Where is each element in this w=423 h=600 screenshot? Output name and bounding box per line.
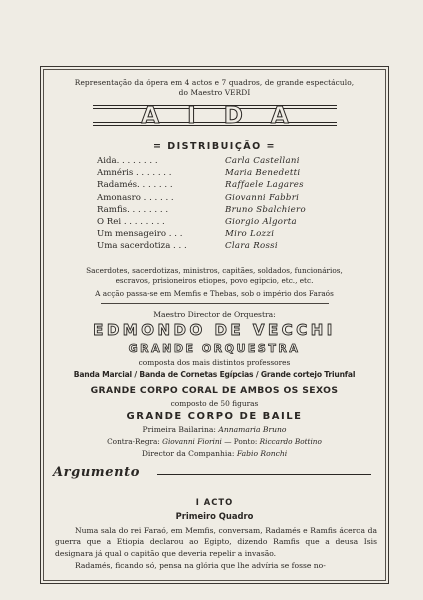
maestro-label: Maestro Director de Orquestra: [153, 310, 276, 319]
choir-heading: GRANDE CORPO CORAL DE AMBOS OS SEXOS [90, 385, 339, 396]
orchestra-note: composta dos mais distintos professores [138, 358, 291, 367]
cast-role: Ramfis. . . . . . . . [97, 204, 169, 215]
argument-heading: Argumento [53, 465, 141, 480]
chorus-line-1: Sacerdotes, sacerdotizas, ministros, capitães, soldados, funcionários, [86, 266, 343, 275]
cast-role: Radamés. . . . . . . [97, 180, 173, 191]
synopsis-paragraph-1: Numa sala do rei Faraó, em Memfis, conversam, Radamés e Ramfis ácerca da guerra que a Etiopia declarou ao Egipto, dizendo Ramfis que a deusa Isis designara já qual o capitão que deveria repelir a invasão. [55, 526, 377, 558]
synopsis-paragraph-2: Radamés, ficando só, pensa na glória que lhe advíria se fosse no- [75, 561, 326, 570]
cast-row [97, 240, 377, 252]
ballerina-label: Primeira Bailarina: [142, 425, 216, 434]
cast-singer: Clara Rossi [225, 241, 278, 252]
intro-line-2: do Maestro VERDI [178, 88, 251, 97]
cast-role: Um mensageiro . . . [97, 229, 183, 240]
cast-singer: Raffaele Lagares [225, 180, 304, 191]
cast-row [97, 192, 377, 204]
cast-singer: Bruno Sbalchiero [225, 204, 306, 215]
ballerina-line [41, 425, 388, 434]
cast-row [97, 155, 377, 167]
cast-singer: Carla Castellani [225, 156, 300, 166]
divider [101, 303, 329, 304]
choir-note: composto de 50 figuras [170, 399, 259, 408]
contra-name: Giovanni Fiorini [162, 437, 222, 446]
director-label: Director da Companhia: [141, 449, 235, 458]
cast-role: O Rei . . . . . . . . [97, 216, 165, 227]
cast-singer: Miro Lozzi [225, 229, 275, 240]
opera-title: AIDA [141, 103, 317, 129]
chorus-line-2: escravos, prisioneiros etiopes, povo egipcio, etc., etc. [115, 276, 314, 285]
intro-text [41, 78, 388, 98]
cast-role: Amonasro . . . . . . [97, 192, 174, 203]
opera-title-band [93, 103, 337, 129]
cast-role: Amnéris . . . . . . . [97, 168, 172, 179]
staff-line [41, 437, 388, 446]
conductor-name: EDMONDO DE VECCHI [93, 321, 336, 339]
contra-label: Contra-Regra: [107, 437, 160, 446]
distribution-heading: = DISTRIBUIÇÃO = [152, 141, 277, 152]
cast-row [97, 228, 377, 240]
cast-row [97, 216, 377, 228]
ponto-label: — Ponto: [224, 437, 258, 446]
bands-line: Banda Marcial / Banda de Cornetas Egípcias / Grande cortejo Triunfal [73, 370, 356, 379]
argument-header [53, 465, 383, 481]
chorus-text [41, 266, 388, 286]
cast-singer: Giorgio Algorta [225, 216, 297, 227]
director-line [41, 449, 388, 458]
ponto-name: Riccardo Bottino [259, 437, 322, 446]
cast-role: Aida. . . . . . . . [97, 156, 158, 166]
cast-role: Uma sacerdotiza . . . [97, 241, 187, 252]
ballet-heading: GRANDE CORPO DE BAILE [126, 411, 303, 422]
director-name: Fabio Ronchi [236, 449, 288, 458]
cast-singer: Giovanni Fabbri [225, 192, 300, 203]
setting-text: A acção passa-se em Memfis e Thebas, sob o império dos Faraós [95, 289, 334, 298]
argument-rule [157, 474, 371, 475]
cast-list [97, 155, 377, 253]
cast-row [97, 179, 377, 191]
intro-line-1: Representação da ópera em 4 actos e 7 quadros, de grande espectáculo, [74, 78, 355, 87]
orchestra-heading: GRANDE ORQUESTRA [128, 342, 301, 355]
cast-singer: Maria Benedetti [225, 168, 301, 179]
page-border [40, 66, 389, 584]
cast-row [97, 204, 377, 216]
scene-heading: Primeiro Quadro [175, 511, 254, 521]
ballerina-name: Annamaria Bruno [218, 425, 287, 434]
act-heading: I ACTO [195, 497, 234, 507]
cast-row [97, 167, 377, 179]
